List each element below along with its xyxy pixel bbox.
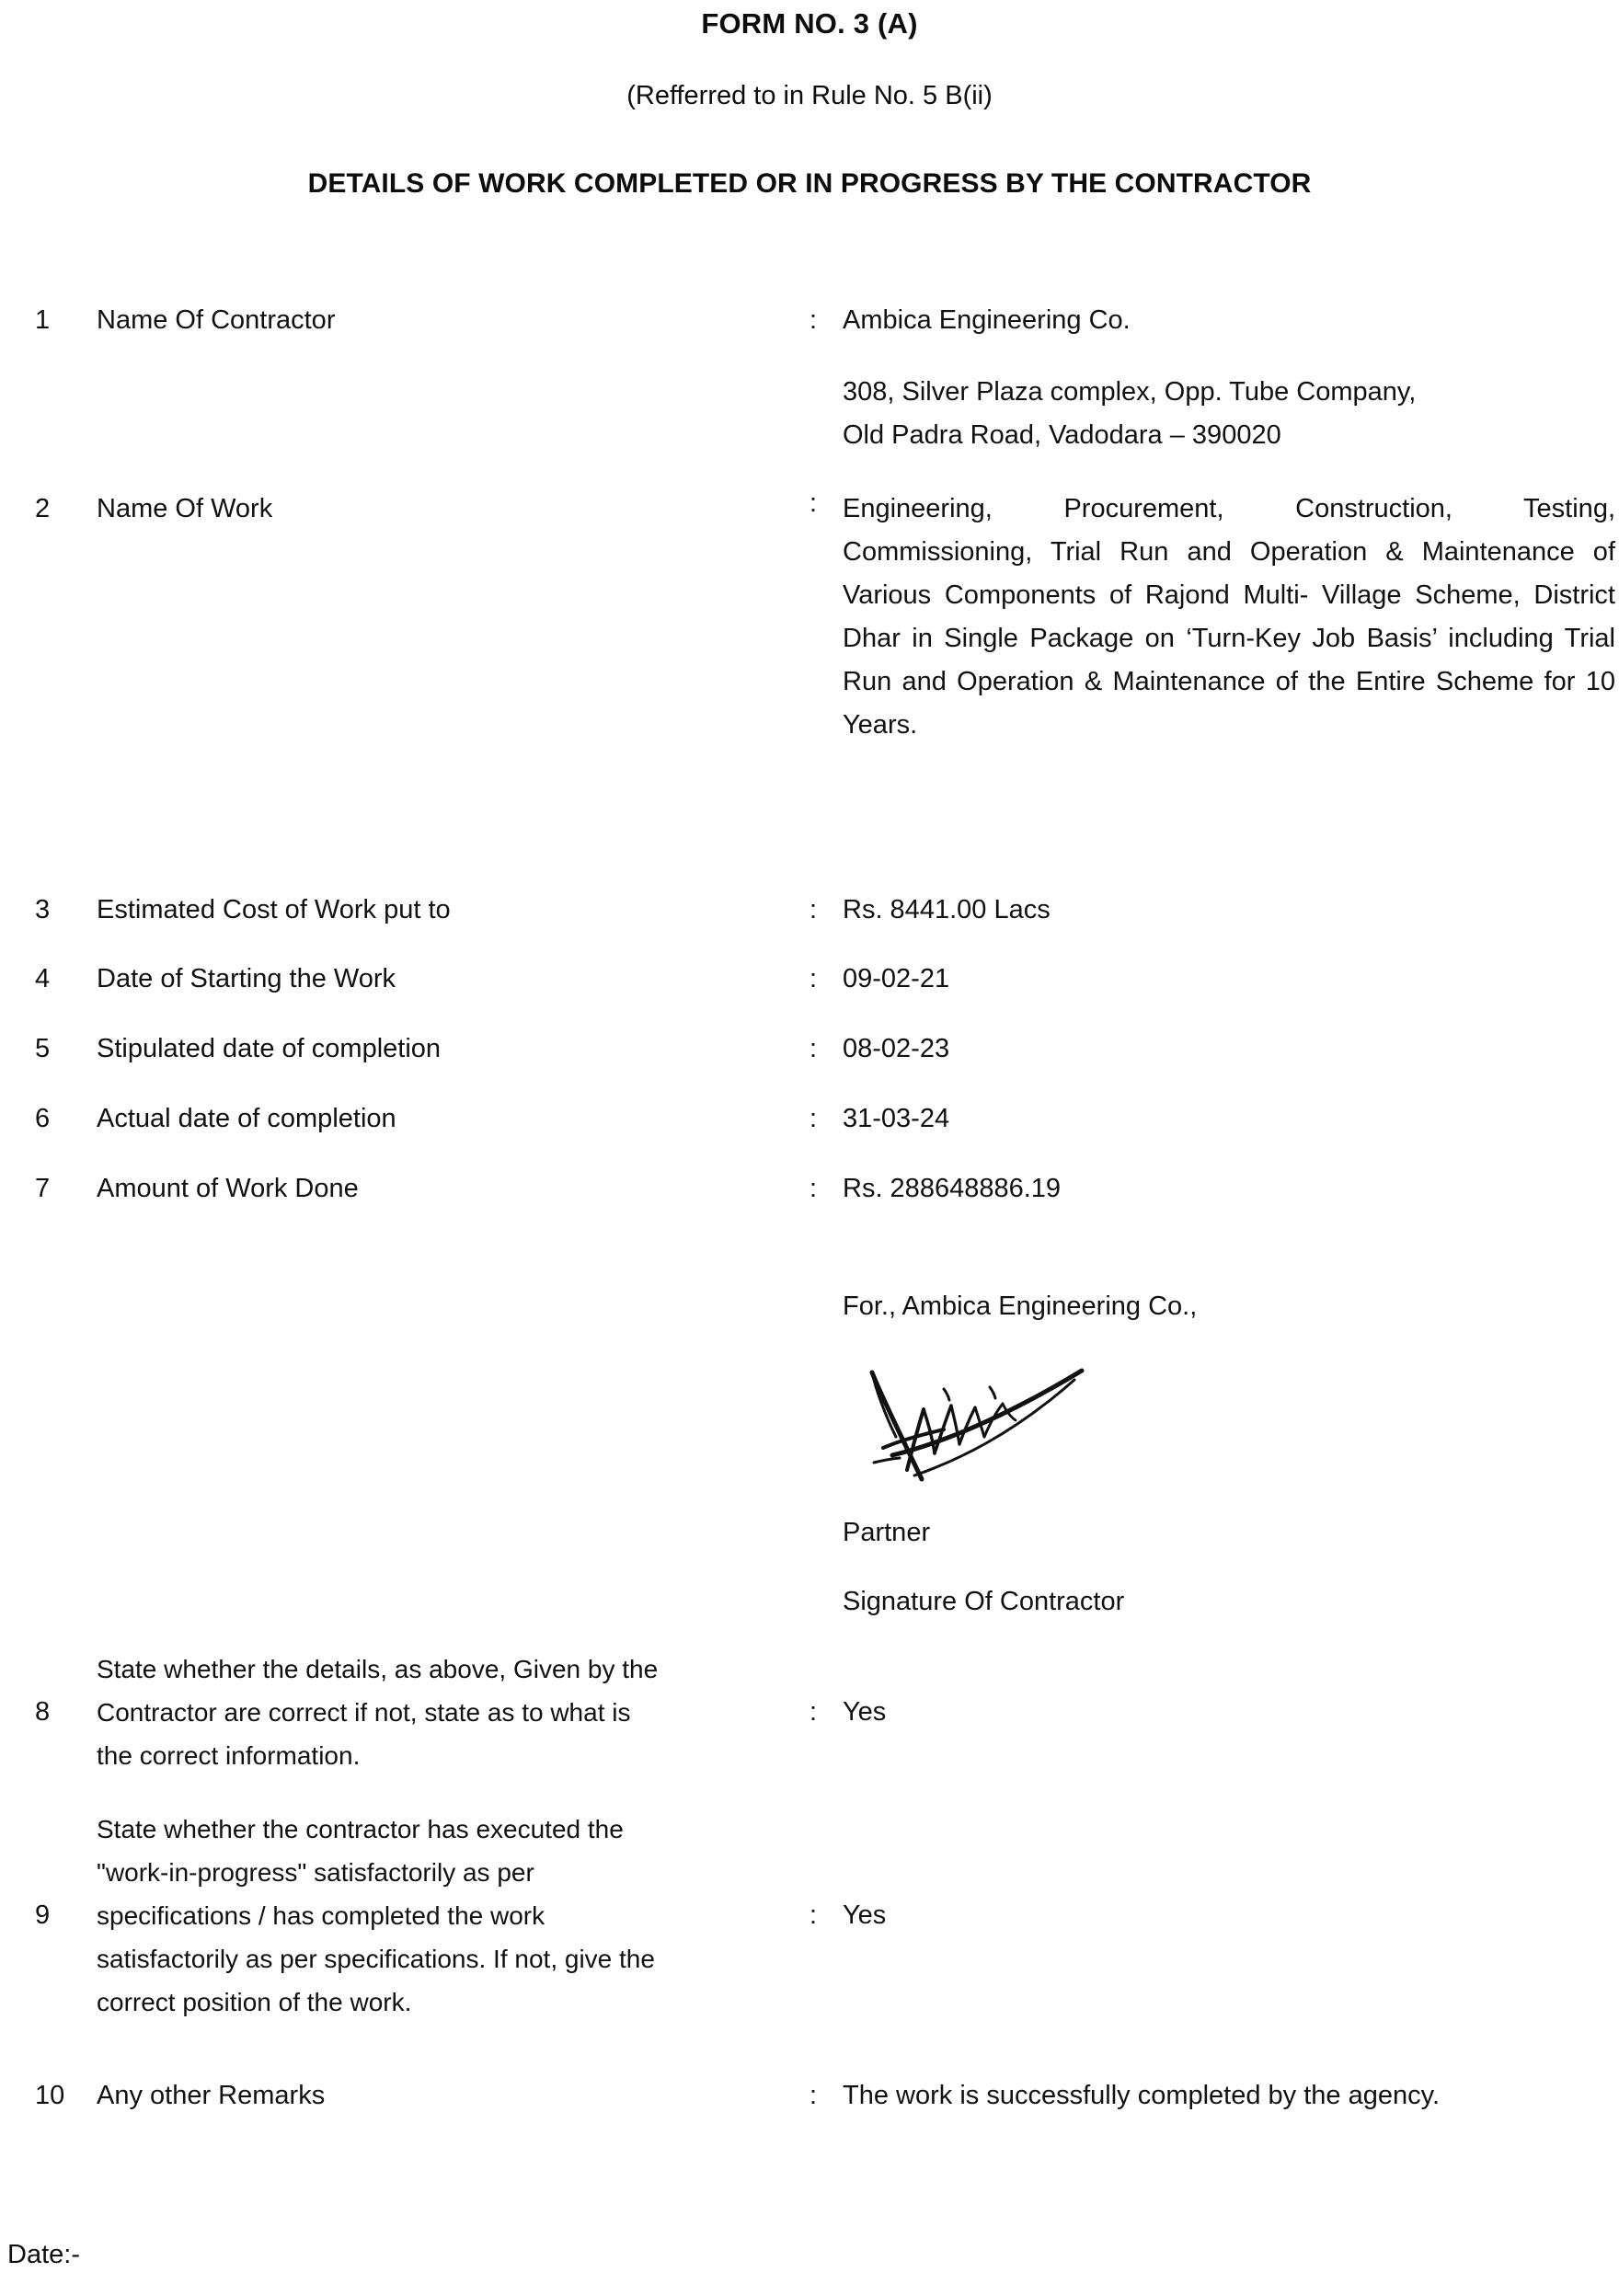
row-separator-6: : [810, 1104, 818, 1133]
row-separator-4: : [810, 964, 818, 993]
signature-caption: Signature Of Contractor [843, 1587, 1125, 1616]
row-label-line: State whether the contractor has executed the [97, 1815, 624, 1843]
row-value-actual-completion: 31-03-24 [843, 1104, 950, 1133]
row-number-3: 3 [35, 895, 51, 924]
contractor-address-line-1: 308, Silver Plaza complex, Opp. Tube Company, [843, 377, 1417, 407]
row-number-9: 9 [35, 1900, 51, 1930]
row-label-line: satisfactorily as per specifications. If not, give the [97, 1945, 655, 1973]
row-number-6: 6 [35, 1104, 51, 1133]
date-label: Date:- [7, 2240, 80, 2269]
row-label-work-satisfactory [97, 1808, 796, 2024]
row-number-10: 10 [35, 2081, 65, 2110]
row-label-line: the correct information. [97, 1741, 361, 1770]
row-label-line: specifications / has completed the work [97, 1901, 545, 1930]
row-value-any-other-remarks: The work is successfully completed by the agency. [843, 2081, 1441, 2110]
row-separator-3: : [810, 895, 818, 924]
signature-for-line: For., Ambica Engineering Co., [843, 1292, 1198, 1321]
contractor-address-line-2: Old Padra Road, Vadodara – 390020 [843, 420, 1281, 450]
row-value-amount-of-work-done: Rs. 288648886.19 [843, 1174, 1062, 1203]
row-separator-7: : [810, 1174, 818, 1203]
row-label-actual-completion: Actual date of completion [97, 1104, 396, 1133]
row-label-stipulated-completion: Stipulated date of completion [97, 1034, 442, 1063]
page-title-form-no: FORM NO. 3 (A) [701, 7, 918, 40]
row-label-name-of-work: Name Of Work [97, 494, 273, 523]
row-label-line: Contractor are correct if not, state as to what is [97, 1698, 631, 1727]
row-label-line: State whether the details, as above, Given by the [97, 1655, 659, 1683]
row-value-name-of-contractor: Ambica Engineering Co. [843, 305, 1131, 335]
row-number-7: 7 [35, 1174, 51, 1203]
row-number-2: 2 [35, 494, 51, 523]
row-number-4: 4 [35, 964, 51, 993]
row-number-1: 1 [35, 305, 51, 335]
row-value-date-of-starting: 09-02-21 [843, 964, 950, 993]
row-separator-8: : [810, 1697, 818, 1727]
row-separator-5: : [810, 1034, 818, 1063]
row-value-stipulated-completion: 08-02-23 [843, 1034, 950, 1063]
row-label-line: correct position of the work. [97, 1988, 412, 2016]
row-value-estimated-cost: Rs. 8441.00 Lacs [843, 895, 1051, 924]
row-label-details-correct [97, 1647, 796, 1777]
row-separator-10: : [810, 2081, 818, 2110]
handwritten-signature-icon [855, 1352, 1104, 1490]
row-separator-2: : [810, 488, 818, 518]
row-separator-1: : [810, 305, 818, 335]
row-value-name-of-work: Engineering, Procurement, Construction, Testing, Commissioning, Trial Run and Operation & Maintenance of Various Components of Rajond Multi- Village Scheme, District Dhar in Single Package on ‘Turn-Key Job Basis’ including Trial Run and Operation & Maintenance of the Entire Scheme for 10 Years. [843, 494, 1615, 740]
row-label-any-other-remarks: Any other Remarks [97, 2081, 326, 2110]
row-label-line: "work-in-progress" satisfactorily as per [97, 1858, 534, 1887]
row-number-8: 8 [35, 1697, 51, 1727]
row-value-work-satisfactory: Yes [843, 1900, 887, 1930]
row-separator-9: : [810, 1900, 818, 1930]
row-label-name-of-contractor: Name Of Contractor [97, 305, 336, 335]
row-label-date-of-starting: Date of Starting the Work [97, 964, 396, 993]
row-number-5: 5 [35, 1034, 51, 1063]
row-label-estimated-cost: Estimated Cost of Work put to [97, 895, 451, 924]
rule-reference: (Refferred to in Rule No. 5 B(ii) [626, 81, 993, 110]
page-subtitle-details: DETAILS OF WORK COMPLETED OR IN PROGRESS BY THE CONTRACTOR [307, 168, 1312, 199]
signature-designation: Partner [843, 1518, 931, 1547]
row-label-amount-of-work-done: Amount of Work Done [97, 1174, 359, 1203]
row-value-details-correct: Yes [843, 1697, 887, 1727]
